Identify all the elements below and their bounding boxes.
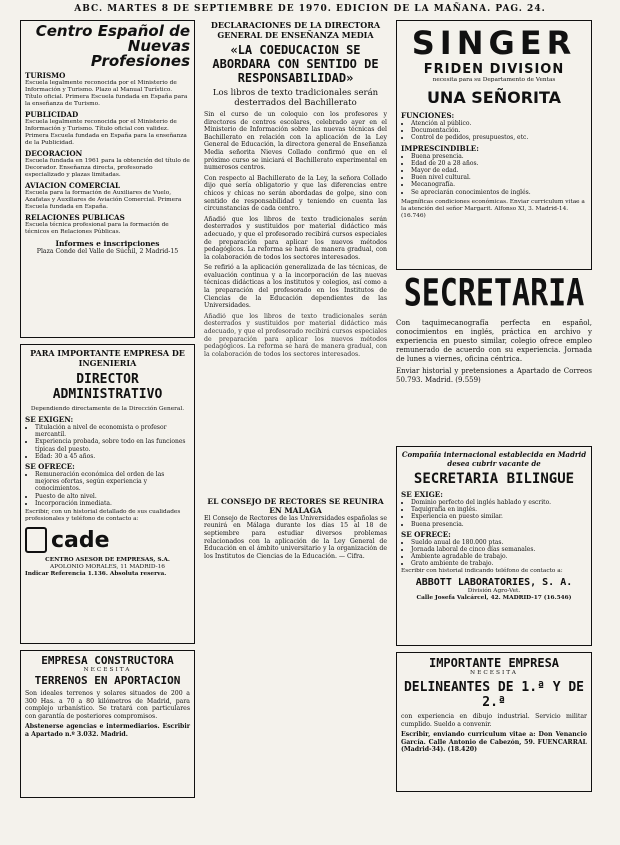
list-item: • Titulación a nivel de economista o profesor mercantil. — [35, 424, 190, 438]
ad-singer — [396, 20, 592, 270]
list-item: • Edad de 20 a 28 años. — [411, 160, 587, 167]
article-headline: «LA COEDUCACION SE ABORDARA CON SENTIDO DE RESPONSABILIDAD» — [212, 43, 379, 85]
ad-subtitle: TERRENOS EN APORTACION — [34, 674, 181, 687]
article-kicker: DECLARACIONES DE LA DIRECTORA GENERAL DE ENSEÑANZA MEDIA — [210, 20, 381, 40]
list — [401, 499, 587, 528]
ad-title: SECRETARIA BILINGUE — [413, 471, 575, 487]
section-relaciones: RELACIONES PUBLICAS — [25, 213, 125, 222]
list-item: • Buen nivel cultural. — [411, 174, 587, 181]
text: Escuela legalmente reconocida por el Ministerio de Información y Turismo. Título oficial con validez. Primera Escuela fundada en España para la enseñanza de la Publicidad. — [25, 119, 187, 146]
ad-title: DIRECTOR ADMINISTRATIVO — [52, 372, 163, 402]
list-item: • Documentación. — [411, 127, 587, 134]
list-item: • Control de pedidos, presupuestos, etc. — [411, 134, 587, 141]
article-subheading: EL CONSEJO DE RECTORES SE REUNIRA EN MALAGA — [207, 496, 384, 515]
paragraph: Se refirió a la aplicación generalizada de las técnicas, de evaluación continua y a la incorporación de las nuevas técnicas didácticas a los institutos y colegios, así como a la preparación del profesorado en los Institutos de Ciencias de la Educación dependientes de las Universidades. — [204, 264, 387, 310]
informes: Informes e inscripciones — [55, 239, 160, 248]
ad-heading: IMPORTANTE EMPRESA — [428, 656, 560, 670]
ad-title: UNA SEÑORITA — [426, 88, 562, 107]
ad-title: DELINEANTES DE 1.ª Y DE 2.ª — [403, 680, 584, 710]
paragraph: El Consejo de Rectores de las Universidades españolas se reunirá en Málaga durante los días 15 al 18 de septiembre para estudiar diversos problemas relacionados con la aplicación de la Ley General de Educación en el ámbito universitario y la organización de los Institutos de Ciencias de la Educación. — Cifra. — [204, 514, 387, 560]
paragraph: Sin el curso de un coloquio con los profesores y directores de centros escolares, celebrado ayer en el Ministerio de Información sobre las nuevas técnicas del Bachillerato en relación con la aplicación de la Ley General de Educación, la directora general de Enseñanza Media señorita Nieves Collado confirmó que en el próximo curso se iniciará el Bachillerato experimental en numerosos centros. — [204, 111, 387, 172]
section-publicidad: PUBLICIDAD — [25, 110, 79, 119]
section-heading: FUNCIONES: — [401, 111, 455, 120]
cade-logo — [25, 527, 190, 553]
section-aviacion: AVIACION COMERCIAL — [25, 181, 121, 190]
text: Abstenerse agencias e intermediarios. Escribir a Apartado n.º 3.032. Madrid. — [25, 723, 190, 738]
text: Escuela técnica profesional para la formación de técnicos en Relaciones Públicas. — [25, 222, 169, 235]
text: CENTRO ASESOR DE EMPRESAS, S.A. — [45, 557, 170, 564]
list-item: • Buena presencia. — [411, 521, 587, 528]
text: Escribir con historial indicando teléfono de contacto a: — [401, 567, 563, 574]
cade-name: cade — [51, 527, 110, 553]
section-heading: SE EXIGE: — [401, 490, 443, 499]
paragraph: Con respecto al Bachillerato de la Ley, la señora Collado dijo que sería obligatorio y que las diferencias entre chicos y chicas no serán abordadas de golpe, sino con sentido de responsabilidad y teniendo en cuenta las circunstancias de cada centro. — [204, 174, 387, 213]
ad-title: Centro Español de Nuevas Profesiones — [35, 22, 190, 70]
list-item: • Buena presencia. — [411, 153, 587, 160]
text: Calle Josefa Valcárcel, 42. MADRID-17 (16.546) — [416, 594, 572, 601]
text: División Agro-Vet. — [467, 587, 521, 594]
text: Escuela para la formación de Auxiliares de Vuelo, Azafatas y Auxiliares de Aviación Comercial. Primera Escuela fundada en España. — [25, 190, 182, 210]
left-column — [20, 20, 195, 804]
text: Magníficas condiciones económicas. Enviar curriculum vitae a la atención del señor Margarit. Alfonso XI, 3. Madrid-14. (16.746) — [401, 198, 585, 219]
section-decoracion: DECORACION — [25, 149, 83, 158]
text: necesita para su Departamento de Ventas — [432, 77, 556, 83]
ad-empresa-constructora — [20, 650, 195, 798]
list-item: • Puesto de alto nivel. — [35, 493, 190, 500]
company-name: ABBOTT LABORATORIES, S. A. — [415, 576, 573, 588]
list-item: • Dominio perfecto del inglés hablado y escrito. — [411, 499, 587, 506]
ad-delineantes — [396, 652, 592, 792]
list-item: • Edad: 30 a 45 años. — [35, 453, 190, 460]
ad-centro-profesiones — [20, 20, 195, 338]
list-item: • Incorporación inmediata. — [35, 500, 190, 507]
text: NECESITA — [470, 670, 518, 676]
text: Escuela legalmente reconocida por el Ministerio de Información y Turismo. Plazo al Manual Turístico. Título oficial. Primera Escuela fundada en España para la enseñanza de Turismo. — [25, 80, 188, 107]
ad-heading: PARA IMPORTANTE EMPRESA DE INGENIERIA — [30, 348, 185, 368]
list — [401, 120, 587, 142]
list-item: • Mecanografía. — [411, 181, 587, 188]
list-item: • Jornada laboral de cinco días semanales. — [411, 546, 587, 553]
list — [401, 153, 587, 196]
paragraph-filler: Añadió que los libros de texto tradicionales serán desterrados y sustituidos por material didáctico más adecuado, y que el profesorado recibirá cursos especiales de preparación para aplicar los nuevos métodos pedagógicos. La reforma se hará de manera gradual, con la colaboración de todos los sectores interesados. — [204, 312, 387, 358]
text: NECESITA — [83, 667, 132, 673]
singer-logo: SINGER — [411, 24, 577, 62]
ad-subtitle: FRIDEN DIVISION — [423, 62, 565, 77]
list — [25, 424, 190, 460]
list-item: • Taquigrafía en inglés. — [411, 506, 587, 513]
text: con experiencia en dibujo industrial. Servicio militar cumplido. Sueldo a convenir. — [401, 713, 587, 728]
ad-secretaria — [396, 271, 592, 446]
ad-director-administrativo — [20, 344, 195, 644]
list-item: • Sueldo anual de 180.000 ptas. — [411, 539, 587, 546]
text: Escuela fundada en 1961 para la obtención del título de Decorador. Enseñanza directa, profesorado especializado y plazas limitadas. — [25, 158, 190, 178]
right-column — [396, 20, 592, 798]
ad-title: EMPRESA CONSTRUCTORA — [41, 654, 174, 667]
address: Plaza Conde del Valle de Súchil, 2 Madrid-15 — [36, 248, 179, 255]
ad-secretaria-bilingue — [396, 446, 592, 646]
list-item: • Se apreciarán conocimientos de inglés. — [411, 189, 587, 196]
list-item: • Atención al público. — [411, 120, 587, 127]
section-heading: IMPRESCINDIBLE: — [401, 143, 479, 153]
list-item: • Grato ambiente de trabajo. — [411, 560, 587, 567]
text: Escribir, con un historial detallado de sus cualidades profesionales y teléfono de contacto a: — [25, 509, 181, 523]
list-item: • Experiencia en puesto similar. — [411, 513, 587, 520]
text: Dependiendo directamente de la Dirección General. — [30, 406, 185, 412]
text: Con taquimecanografía perfecta en español, conocimientos en inglés, práctica en archivo y experiencia en puesto similar, colegio ofrece empleo remunerado de acuerdo con su experiencia. Jornada de lunes a viernes, oficina céntrica. — [396, 319, 592, 363]
text: Indicar Referencia 1.136. Absoluta reserva. — [25, 571, 167, 578]
center-column — [204, 20, 387, 560]
list-item: • Mayor de edad. — [411, 167, 587, 174]
cade-mark-icon — [25, 527, 47, 553]
list-item: • Ambiente agradable de trabajo. — [411, 553, 587, 560]
ad-heading: Compañía internacional establecida en Madrid desea cubrir vacante de — [401, 450, 587, 468]
section-turismo: TURISMO — [25, 71, 66, 80]
list — [401, 539, 587, 568]
text: Enviar historial y pretensiones a Apartado de Correos 50.793. Madrid. (9.559) — [396, 367, 592, 384]
list-item: • Remuneración económica del orden de las mejores ofertas, según experiencia y conocimientos. — [35, 471, 190, 493]
paragraph: Añadió que los libros de texto tradicionales serán desterrados y sustituidos por material didáctico más adecuado, y que el profesorado recibirá cursos especiales de preparación para aplicar los nuevos métodos pedagógicos. La reforma se hará de manera gradual, con la colaboración de todos los sectores interesados. — [204, 215, 387, 261]
text: Escribir, enviando curriculum vitae a: Don Venancio García. Calle Antonio de Cabezón, 59. FUENCARRAL (Madrid-34). (18.420) — [401, 731, 587, 754]
page-header: ABC. MARTES 8 DE SEPTIEMBRE DE 1970. EDICION DE LA MAÑANA. PAG. 24. — [74, 4, 546, 14]
article-subhead: Los libros de texto tradicionales serán desterrados del Bachillerato — [212, 88, 379, 108]
list-item: • Experiencia probada, sobre todo en las funciones típicas del puesto. — [35, 438, 190, 452]
section-heading: SE OFRECE: — [401, 529, 451, 539]
list — [25, 471, 190, 507]
text: Son ideales terrenos y solares situados de 200 a 300 Has. a 70 a 80 kilómetros de Madrid, para complejo urbanístico. Se tratará con particulares con garantía de posteriores compromisos. — [25, 690, 190, 720]
section-heading: SE OFRECE: — [25, 462, 75, 472]
ad-title: SECRETARIA — [403, 271, 585, 316]
section-heading: SE EXIGEN: — [25, 415, 74, 424]
text: APOLONIO MORALES, 11 MADRID-16 — [50, 564, 165, 571]
